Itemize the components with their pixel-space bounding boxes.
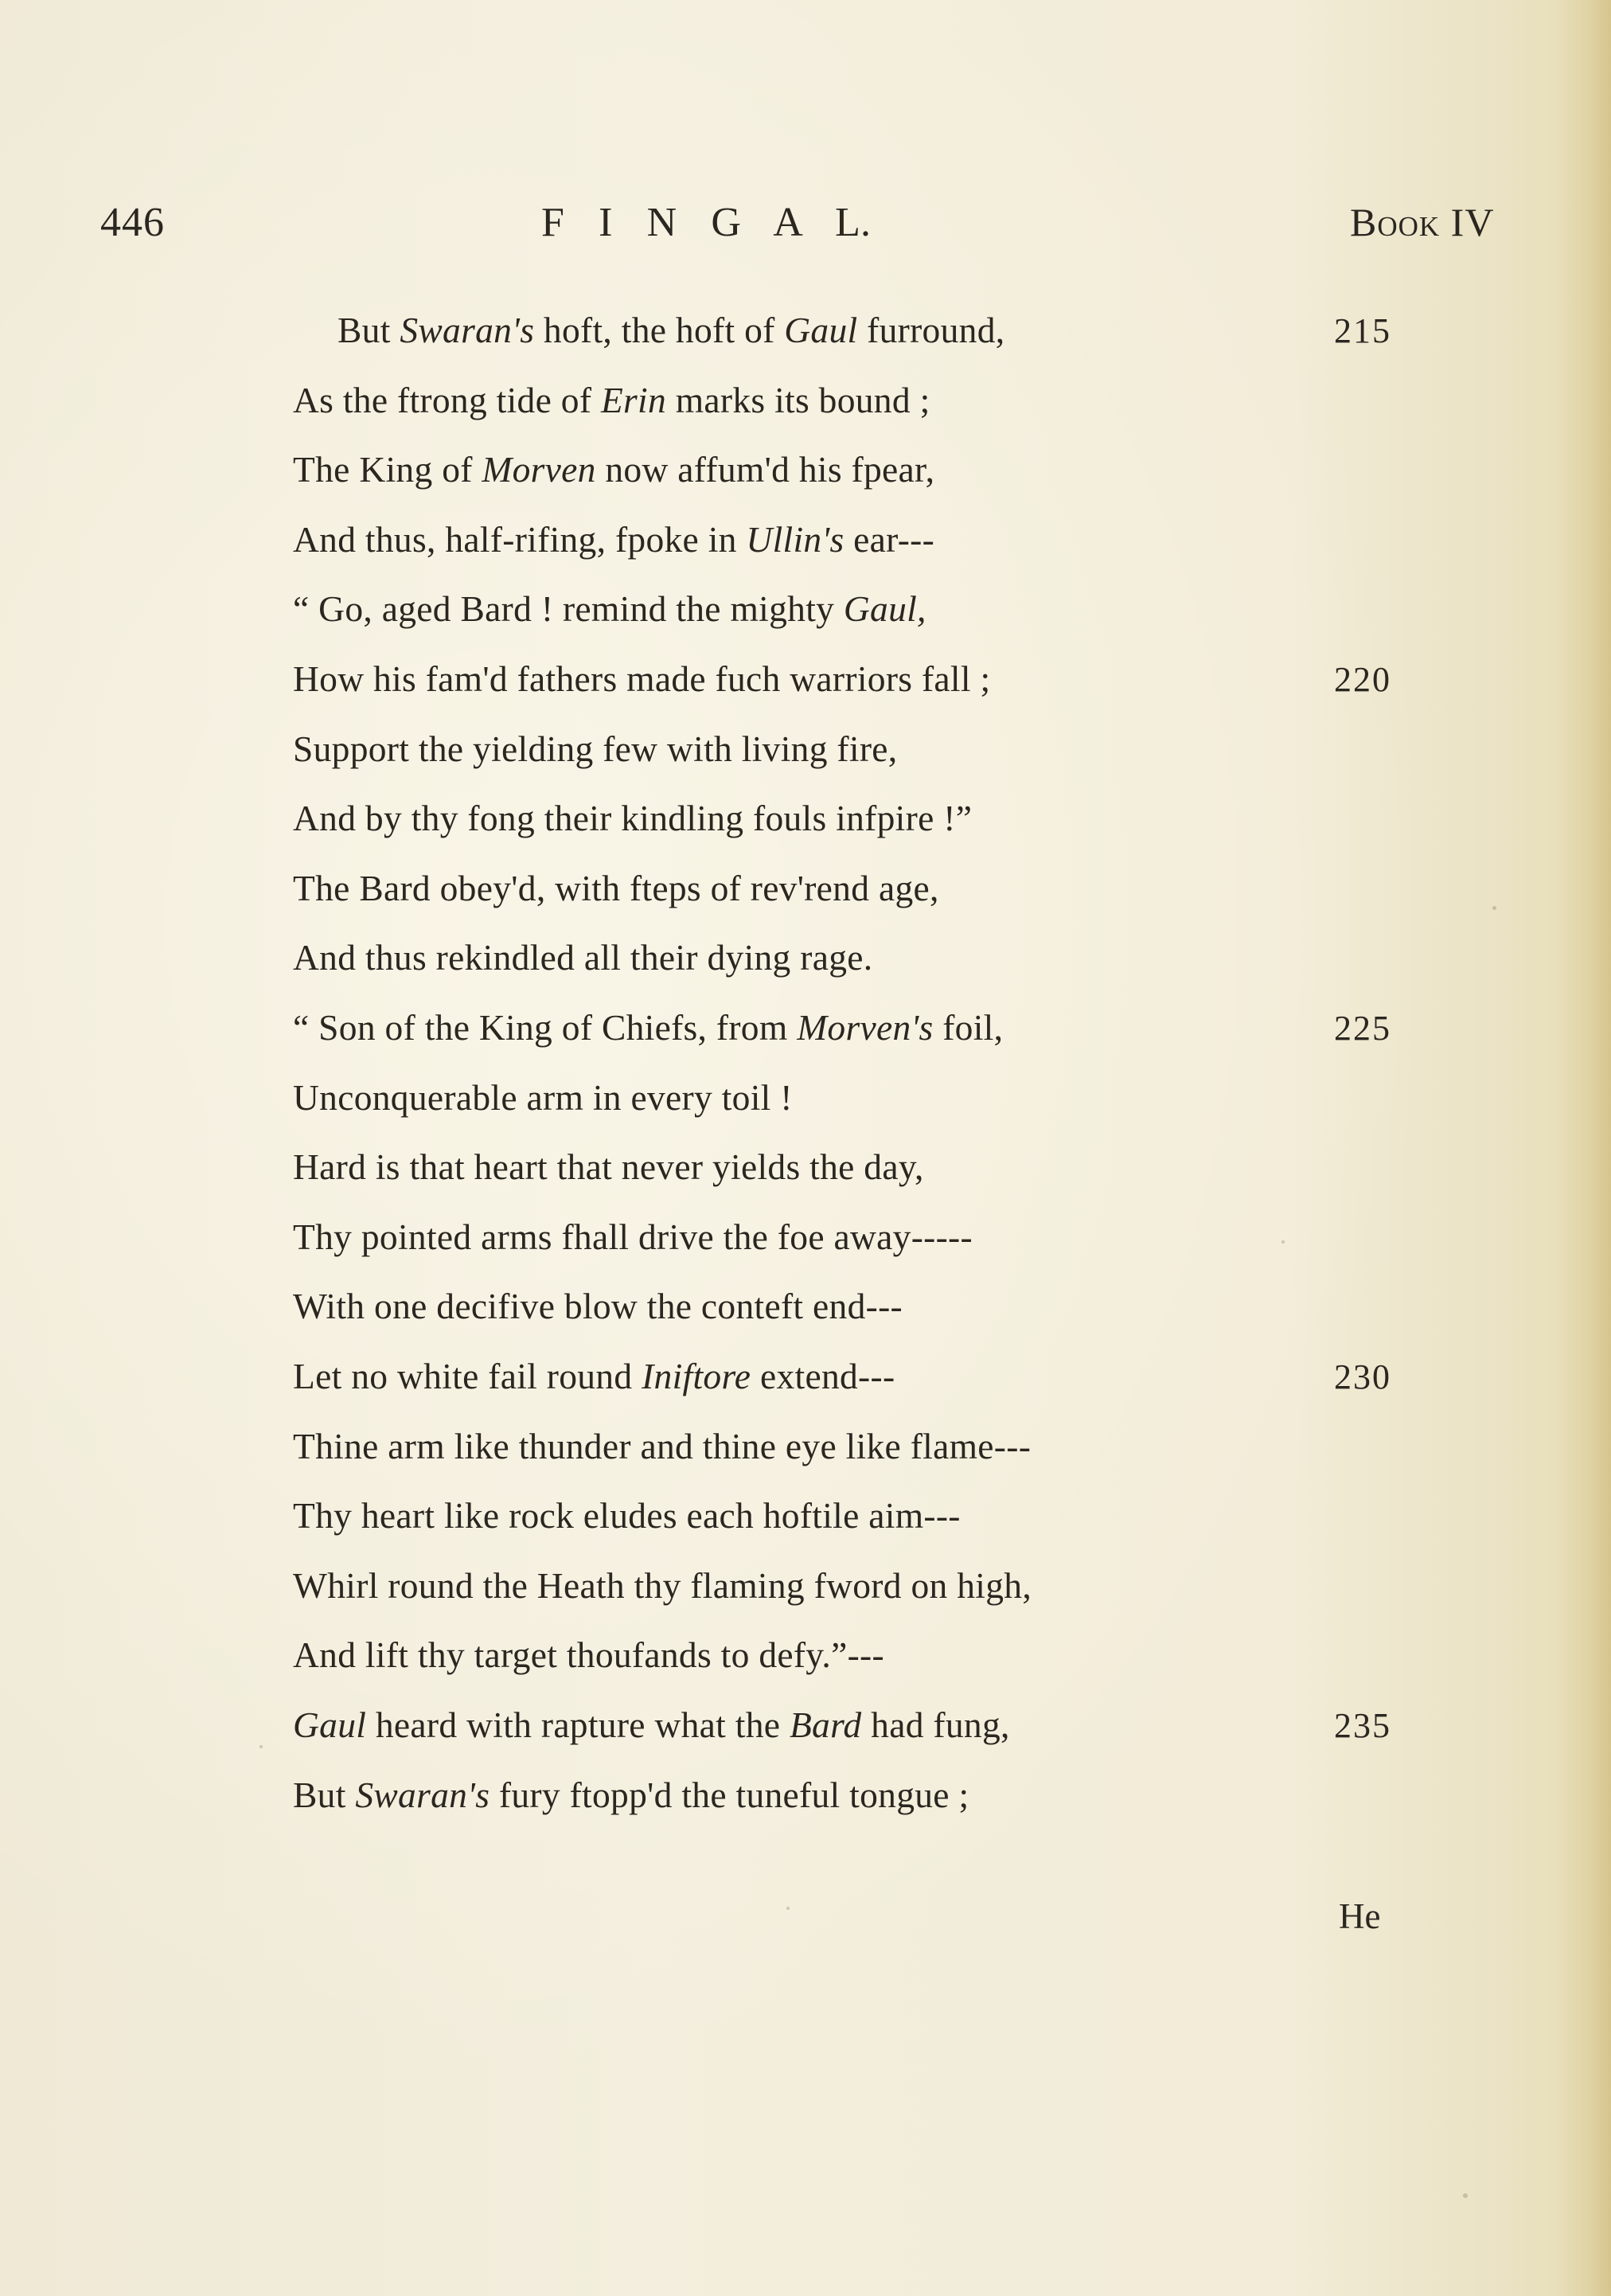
verse-text-segment: furround, (857, 310, 1005, 350)
italic-name: Swaran's (400, 310, 535, 350)
verse-text-segment: Support the yielding few with living fire, (293, 728, 898, 769)
verse-text-segment: As the ftrong tide of (293, 380, 601, 420)
verse-text-segment: Thine arm like thunder and thine eye like flame--- (293, 1426, 1032, 1466)
italic-name: Morven's (797, 1007, 934, 1048)
verse-text-segment: Hard is that heart that never yields the day, (293, 1146, 924, 1187)
verse-line (293, 939, 872, 976)
verse-line (293, 1777, 969, 1814)
verse-line (293, 800, 972, 837)
paper-speck (1463, 2193, 1468, 2198)
verse-text-segment: Thy pointed arms fhall drive the foe away----- (293, 1216, 973, 1257)
verse-text-segment: And thus, half-rifing, fpoke in (293, 519, 747, 560)
verse-text-segment: Unconquerable arm in every toil ! (293, 1077, 793, 1118)
paper-speck (259, 1745, 263, 1748)
book-label: Book IV (1350, 200, 1495, 244)
verse-line (293, 728, 898, 769)
verse-text-segment: now affum'd his fpear, (595, 449, 935, 490)
verse-text-segment: With one decifive blow the conteft end--- (293, 1286, 903, 1326)
verse-text-segment: extend--- (751, 1356, 895, 1396)
verse-text-segment: marks its bound ; (666, 380, 930, 420)
verse-line (293, 1216, 973, 1257)
verse-line (293, 1077, 793, 1118)
italic-name: Erin (600, 380, 667, 420)
verse-line (293, 1634, 884, 1675)
line-number: 225 (1334, 1009, 1391, 1048)
verse-text-segment: But (293, 1775, 356, 1815)
italic-name: Gaul, (843, 588, 926, 629)
verse-text-segment: heard with rapture what the (366, 1704, 790, 1745)
verse-text-segment: Whirl round the Heath thy flaming fword on high, (293, 1565, 1032, 1606)
verse-text-segment: hoft, the hoft of (534, 310, 785, 350)
verse-line (293, 451, 934, 488)
italic-name: Gaul (784, 310, 858, 350)
verse-text-segment: The Bard obey'd, with fteps of rev'rend age, (293, 868, 939, 908)
verse-text-segment: How his fam'd fathers made fuch warriors fall ; (293, 658, 991, 699)
verse-line (293, 588, 926, 629)
verse-line (293, 382, 930, 419)
running-title: F I N G A L. (541, 200, 872, 245)
verse-text-segment: And thus rekindled all their dying rage. (293, 937, 873, 978)
verse-text-segment: foil, (933, 1007, 1004, 1048)
verse-text-segment: “ Son of the King of Chiefs, from (293, 1007, 798, 1048)
verse-line (293, 1288, 903, 1325)
verse-line (293, 1146, 924, 1187)
verse-line (293, 1497, 961, 1534)
paper-speck (1281, 1240, 1285, 1244)
italic-name: Ullin's (746, 519, 845, 560)
verse-line (293, 1009, 1003, 1046)
italic-name: Swaran's (355, 1775, 490, 1815)
italic-name: Bard (789, 1704, 862, 1745)
verse-text-segment: fury ftopp'd the tuneful tongue ; (490, 1775, 969, 1815)
verse-text-segment: The King of (293, 449, 482, 490)
verse-line (293, 1704, 1010, 1745)
verse-line (293, 870, 939, 907)
page-edge-shadow (1555, 0, 1611, 2296)
italic-name: Morven (482, 449, 596, 490)
paper-speck (1492, 906, 1496, 910)
line-number: 215 (1334, 311, 1391, 350)
verse-text-segment: And by thy fong their kindling fouls infpire !” (293, 798, 973, 838)
verse-line (293, 1428, 1031, 1465)
catchword: He (1339, 1896, 1381, 1936)
line-number: 235 (1334, 1706, 1391, 1745)
verse-text-segment: And lift thy target thoufands to defy.”--- (293, 1634, 884, 1675)
verse-line (293, 1565, 1032, 1606)
page-number: 446 (100, 200, 165, 245)
verse-line (293, 658, 991, 699)
verse-text-segment: ear--- (844, 519, 935, 560)
line-number: 220 (1334, 660, 1391, 699)
verse-text-segment: Thy heart like rock eludes each hoftile aim--- (293, 1495, 961, 1536)
verse-text-segment: had fung, (861, 1704, 1010, 1745)
verse-line (337, 312, 1004, 349)
italic-name: Iniftore (642, 1356, 751, 1396)
verse-line (293, 521, 934, 558)
line-number: 230 (1334, 1357, 1391, 1396)
italic-name: Gaul (293, 1704, 367, 1745)
verse-text-segment: But (337, 310, 400, 350)
verse-text-segment: “ Go, aged Bard ! remind the mighty (293, 588, 844, 629)
verse-line (293, 1358, 895, 1395)
paper-speck (786, 1907, 790, 1910)
verse-text-segment: Let no white fail round (293, 1356, 642, 1396)
